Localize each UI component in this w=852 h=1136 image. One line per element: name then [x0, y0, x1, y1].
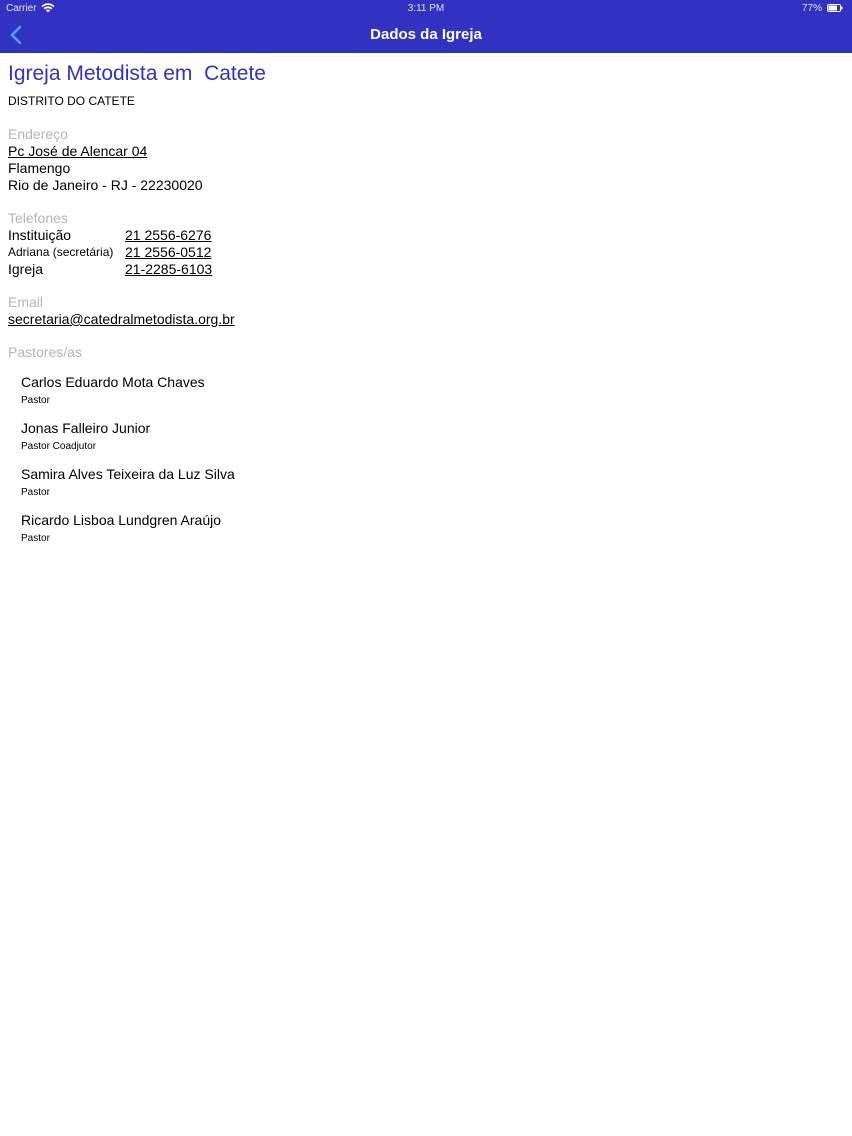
pastor-role: Pastor — [21, 533, 50, 544]
phone-label: Instituição — [8, 227, 72, 243]
church-details — [8, 60, 838, 545]
pastor-name: Samira Alves Teixeira da Luz Silva — [21, 466, 235, 482]
phone-number-link[interactable]: 21 2556-0512 — [125, 244, 212, 260]
phone-number-link[interactable]: 21-2285-6103 — [125, 261, 213, 277]
battery-icon — [827, 4, 843, 12]
phone-row — [8, 244, 838, 261]
pastor-role: Pastor — [21, 395, 50, 406]
email-section-label: Email — [8, 294, 44, 310]
pastor-name: Ricardo Lisboa Lundgren Araújo — [21, 512, 222, 528]
phone-number-link[interactable]: 21 2556-6276 — [125, 227, 212, 243]
church-name: Igreja Metodista em Catete — [8, 62, 266, 85]
battery-percentage: 77% — [801, 3, 822, 14]
pastor-role: Pastor Coadjutor — [21, 441, 97, 452]
phone-label: Adriana (secretária) — [8, 245, 114, 259]
page-title: Dados da Igreja — [370, 26, 482, 43]
phone-row — [8, 261, 838, 278]
pastor-item — [21, 419, 838, 453]
status-bar — [0, 0, 852, 17]
navigation-bar — [0, 17, 852, 53]
address-section-label: Endereço — [8, 126, 68, 142]
address-neighborhood: Flamengo — [8, 160, 71, 176]
address-city-line: Rio de Janeiro - RJ - 22230020 — [8, 177, 203, 193]
pastors-section-label: Pastores/as — [8, 344, 82, 360]
phone-label: Igreja — [8, 261, 44, 277]
pastor-item — [21, 511, 838, 545]
top-bar — [0, 0, 852, 53]
pastor-item — [21, 465, 838, 499]
address-street-link[interactable]: Pc José de Alencar 04 — [8, 143, 148, 159]
phone-row — [8, 227, 838, 244]
pastor-role: Pastor — [21, 487, 50, 498]
district-name: DISTRITO DO CATETE — [8, 94, 135, 108]
pastor-name: Carlos Eduardo Mota Chaves — [21, 374, 205, 390]
phones-section-label: Telefones — [8, 210, 68, 226]
pastor-item — [21, 373, 838, 407]
carrier-label: Carrier — [6, 3, 37, 14]
pastor-name: Jonas Falleiro Junior — [21, 420, 151, 436]
clock: 3:11 PM — [407, 3, 445, 14]
email-link[interactable]: secretaria@catedralmetodista.org.br — [8, 311, 235, 327]
